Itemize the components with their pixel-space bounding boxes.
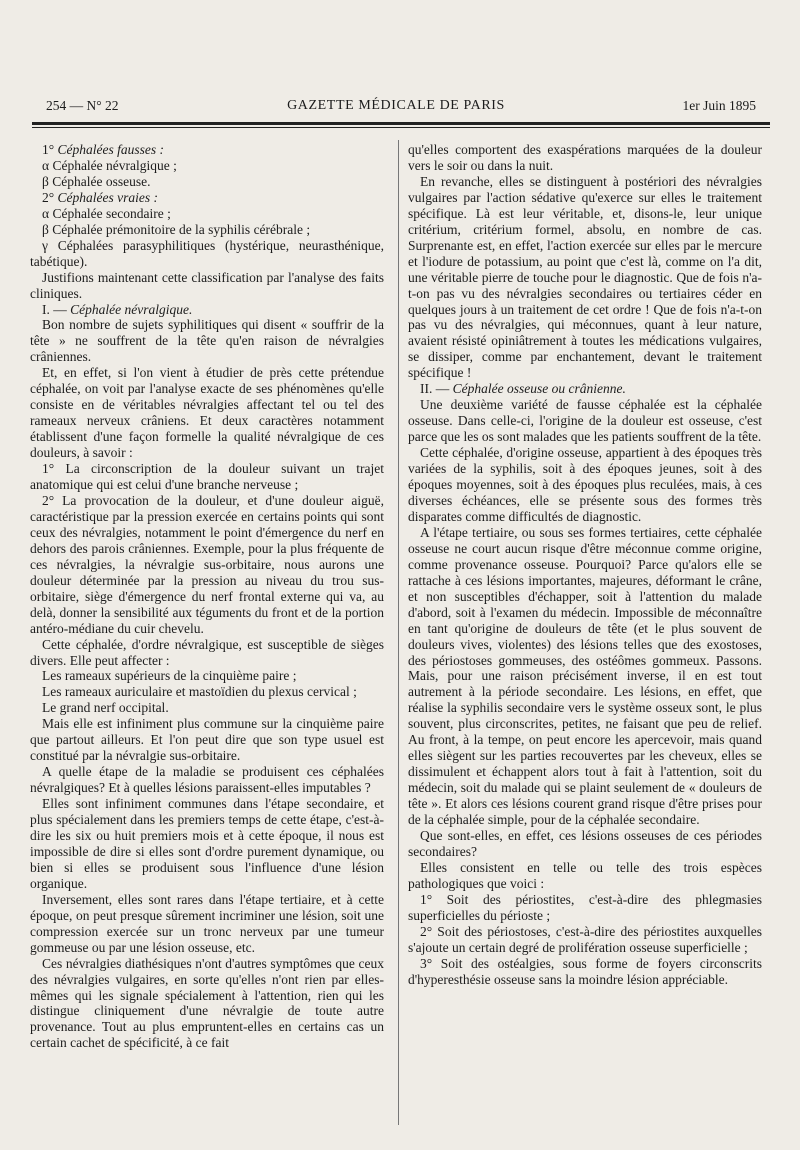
paragraph [30, 892, 384, 956]
paragraph-text: γ Céphalées parasyphilitiques (hystérique, neurasthénique, tabétique). [30, 237, 384, 269]
paragraph [30, 317, 384, 365]
paragraph [408, 892, 762, 924]
paragraph [30, 158, 384, 174]
paragraph [30, 956, 384, 1052]
paragraph [30, 684, 384, 700]
paragraph-text: I. — [42, 301, 71, 317]
paragraph [30, 174, 384, 190]
paragraph-text: 2° Soit des périostoses, c'est-à-dire des périostites auxquelles s'ajoute un certain degré de prolifération osseuse superficielle ; [408, 923, 762, 955]
paragraph-text: Les rameaux supérieurs de la cinquième paire ; [42, 668, 297, 684]
paragraph-text: 1° [42, 142, 58, 157]
paragraph [408, 525, 762, 828]
journal-title: GAZETTE MÉDICALE DE PARIS [287, 98, 505, 113]
paragraph [30, 796, 384, 892]
page-number: 254 — N° 22 [46, 98, 119, 113]
italic-heading: Céphalée osseuse ou crânienne. [452, 381, 626, 397]
paragraph-text: 2° [42, 189, 58, 205]
paragraph-text: α Céphalée névralgique ; [42, 157, 177, 173]
paragraph-text: Cette céphalée, d'origine osseuse, appartient à des époques très variées de la syphilis, soit à des époques jeunes, soit à des époques moyennes, soit à des époques plus reculées, mais, à ces diverses échéances, elle se présente sous des formes très disparates comme difficultés de diagnostic. [408, 445, 762, 524]
paragraph [408, 381, 762, 397]
paragraph-text: 1° Soit des périostites, c'est-à-dire des phlegmasies superficielles du périoste ; [408, 891, 762, 923]
italic-heading: Céphalées vraies : [57, 189, 159, 205]
paragraph-text: Ces névralgies diathésiques n'ont d'autres symptômes que ceux des névralgies vulgaires, en sorte qu'elles n'ont rien par elles-mêmes qui les signale spécialement à l'attention, rien qui les distingue cliniquement d'une névralgie de toute autre provenance. Tout au plus empruntent-elles en certains cas un certain cachet de spécificité, à ce fait [30, 955, 384, 1051]
paragraph-text: β Céphalée prémonitoire de la syphilis cérébrale ; [42, 221, 311, 237]
paragraph [30, 493, 384, 637]
paragraph [408, 142, 762, 174]
paragraph-text: Elles sont infiniment communes dans l'étape secondaire, et plus spécialement dans les premiers temps de cette étape, c'est-à-dire les six ou huit premiers mois et à cette époque, il nous est impossible de dire si elles sont d'ordre purement dynamique, ou bien si elles se produisent sous l'influence d'une lésion organique. [30, 796, 384, 891]
paragraph [30, 637, 384, 669]
paragraph [408, 924, 762, 956]
paragraph [30, 222, 384, 238]
paragraph-text: qu'elles comportent des exaspérations marquées de la douleur vers le soir ou dans la nuit. [408, 142, 762, 173]
paragraph [30, 764, 384, 796]
paragraph [30, 238, 384, 270]
paragraph-text: Que sont-elles, en effet, ces lésions osseuses de ces périodes secondaires? [408, 827, 762, 859]
paragraph-text: Elles consistent en telle ou telle des trois espèces pathologiques que voici : [408, 859, 762, 891]
paragraph [30, 700, 384, 716]
paragraph-text: A l'étape tertiaire, ou sous ses formes tertiaires, cette céphalée osseuse ne court aucun risque d'être méconnue comme origine, comme provenance osseuse. Pourquoi? Parce qu'alors elle se rattache à ces lésions importantes, majeures, déformant le crâne, et non susceptibles d'échapper, soit à l'attention du malade d'abord, soit à l'examen du médecin. Impossible de méconnaître en tant qu'origine de douleurs de tête (et le plus souvent de douleurs vives, violentes) des lésions telles que des exostoses, des périostoses gommeuses, des ostéômes gommeux. Passons. Mais, pour une raison précisément inverse, il en est tout autrement à la période secondaire. Les lésions, en effet, que réalise la syphilis secondaire vers le système osseux sont, le plus souvent, plus circonscrites, petites, ne faisant que peu de relief. Au front, à la tempe, on peut encore les apercevoir, mais quand elles siègent sur les parties recouvertes par les cheveux, elles se dissimulent et échappent alors tout à fait à l'attention, soit du médecin, soit du malade qui se plaint seulement de « douleurs de tête ». Et alors ces lésions courent grand risque d'être prises pour de la céphalée simple, pour de la céphalée secondaire. [408, 524, 762, 828]
issue-date: 1er Juin 1895 [682, 98, 756, 113]
paragraph [30, 270, 384, 302]
paragraph [408, 860, 762, 892]
header-rule-thin [32, 127, 770, 128]
paragraph [408, 445, 762, 525]
paragraph [30, 668, 384, 684]
paragraph [408, 828, 762, 860]
paragraph-text: Cette céphalée, d'ordre névralgique, est susceptible de sièges divers. Elle peut affecter : [30, 636, 384, 668]
left-column [30, 142, 384, 1051]
paragraph-text: Mais elle est infiniment plus commune sur la cinquième paire que partout ailleurs. Et l'on peut dire que son type usuel est constitué par la névralgie sus-orbitaire. [30, 716, 384, 764]
paragraph [408, 174, 762, 381]
paragraph-text: β Céphalée osseuse. [42, 173, 151, 189]
italic-heading: Céphalée névralgique. [70, 301, 193, 317]
paragraph-text: 1° La circonscription de la douleur suivant un trajet anatomique qui est celui d'une branche nerveuse ; [30, 461, 384, 493]
paragraph-text: 2° La provocation de la douleur, et d'une douleur aiguë, caractéristique par la pression exercée en certains points qui sont ceux des névralgies, notamment le point d'émergence du nerf en dehors des parois crâniennes. Exemple, pour la plus fréquente de ces névralgies, la névralgie sus-orbitaire, nous aurons une douleur déterminée par la pression au niveau du trou sus-orbitaire, siège d'émergence du nerf frontal externe qui va, au delà, donner la sensibilité aux téguments du front et de la portion antéro-médiane du cuir chevelu. [30, 492, 384, 636]
paragraph-text: En revanche, elles se distinguent à postériori des névralgies vulgaires par l'action sédative qu'exerce sur elles le traitement spécifique. Là est leur véritable, et, disons-le, leur unique critérium, critérium formel, absolu, en nombre de cas. Surprenante est, en effet, l'action exercée sur elles par le mercure et l'iodure de potassium, au point que c'est là, comme on l'a dit, une véritable pierre de touche pour le diagnostic. Que de fois n'a-t-on pas vu des névralgies secondaires ou tertiaires céder en quelques jours à un traitement de cet ordre ! Que de fois n'a-t-on pas vu des névralgies, qui méconnues, quant à leur nature, avaient résisté opiniâtrement à toutes les médications vulgaires, se dissiper, comme par enchantement, devant le traitement spécifique ! [408, 173, 762, 381]
paragraph-text: 3° Soit des ostéalgies, sous forme de foyers circonscrits d'hyperesthésie osseuse sans la moindre lésion appréciable. [408, 955, 762, 987]
paragraph [30, 365, 384, 461]
paragraph [30, 190, 384, 206]
paragraph-text: II. — [420, 381, 453, 397]
right-column [408, 142, 762, 988]
paragraph [408, 956, 762, 988]
paragraph-text: Justifions maintenant cette classification par l'analyse des faits cliniques. [30, 269, 384, 301]
paragraph-text: A quelle étape de la maladie se produisent ces céphalées névralgiques? Et à quelles lésions paraissent-elles imputables ? [30, 764, 384, 796]
paragraph [30, 716, 384, 764]
paragraph [408, 397, 762, 445]
paragraph-text: Bon nombre de sujets syphilitiques qui disent « souffrir de la tête » ne souffrent de la tête qu'en raison de névralgies crâniennes. [30, 317, 384, 365]
paragraph [30, 461, 384, 493]
paragraph [30, 302, 384, 318]
paragraph [30, 206, 384, 222]
paragraph-text: Le grand nerf occipital. [42, 700, 169, 716]
paragraph-text: α Céphalée secondaire ; [42, 205, 171, 221]
italic-heading: Céphalées fausses : [57, 142, 165, 157]
paragraph-text: Inversement, elles sont rares dans l'étape tertiaire, et à cette époque, on peut presque sûrement incriminer une lésion, soit une compression exercée sur un tronc nerveux par une tumeur gommeuse ou par une lésion osseuse, etc. [30, 891, 384, 955]
column-divider [398, 140, 399, 1125]
header-rule-thick [32, 122, 770, 125]
paragraph-text: Les rameaux auriculaire et mastoïdien du plexus cervical ; [42, 684, 357, 700]
paragraph [30, 142, 384, 158]
paragraph-text: Une deuxième variété de fausse céphalée est la céphalée osseuse. Dans celle-ci, l'origine de la douleur est osseuse, c'est parce que les os sont malades que les patients souffrent de la tête. [408, 397, 762, 445]
paragraph-text: Et, en effet, si l'on vient à étudier de près cette prétendue céphalée, on voit par l'analyse exacte de ses phénomènes qu'elle consiste en de véritables névralgies affectant tel ou tel des rameaux nerveux crâniens. Et deux caractères notamment établissent d'une façon formelle la qualité névralgique de ces douleurs, à savoir : [30, 365, 384, 461]
